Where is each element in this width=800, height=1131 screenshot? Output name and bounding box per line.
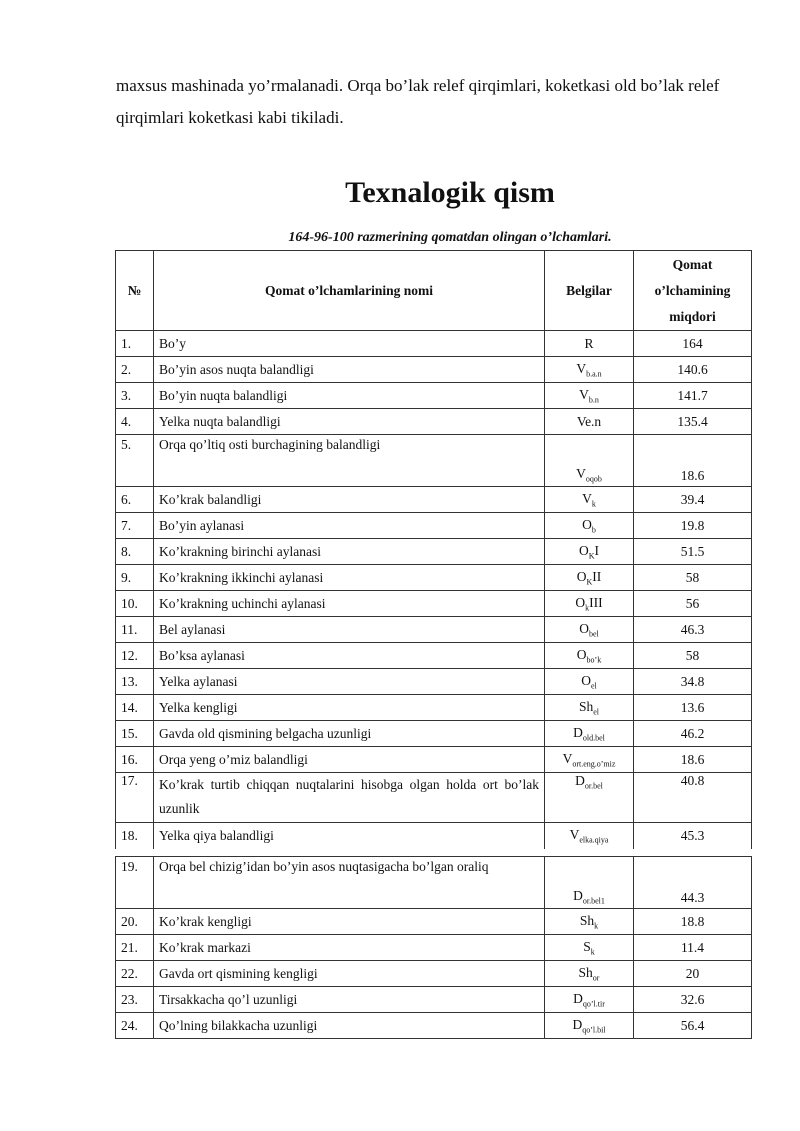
measurement-symbol <box>545 747 634 773</box>
symbol-base: O <box>578 542 589 558</box>
row-number: 4. <box>116 409 154 435</box>
measurement-value: 56.4 <box>634 1013 752 1039</box>
symbol-subscript: oqob <box>585 475 602 484</box>
symbol-base: V <box>576 466 586 482</box>
intro-paragraph: maxsus mashinada yo’rmalanadi. Orqa bo’lak relef qirqimlari, koketkasi old bo’lak relef qirqimlari koketkasi kabi tikiladi. <box>116 76 720 127</box>
row-number: 15. <box>116 721 154 747</box>
symbol-subscript: bo’k <box>586 655 602 665</box>
measurement-symbol <box>545 617 634 643</box>
table-row <box>116 513 752 539</box>
row-number: 22. <box>116 961 154 987</box>
symbol-subscript: qo’l.tir <box>582 999 605 1009</box>
symbol-subscript: b <box>591 525 596 535</box>
measurement-value: 44.3 <box>634 857 752 909</box>
symbol-base: Sh <box>578 698 594 714</box>
measurement-name: Qo’lning bilakkacha uzunligi <box>154 1013 545 1039</box>
measurement-value: 13.6 <box>634 695 752 721</box>
table-row <box>116 857 752 909</box>
measurement-symbol <box>545 669 634 695</box>
symbol-subscript: K <box>588 551 595 561</box>
symbol-subscript: k <box>590 947 595 957</box>
measurement-symbol <box>545 383 634 409</box>
row-number: 21. <box>116 935 154 961</box>
row-number: 9. <box>116 565 154 591</box>
measurement-name: Ko’krakning birinchi aylanasi <box>154 539 545 565</box>
measurement-symbol <box>545 857 634 909</box>
row-number: 23. <box>116 987 154 1013</box>
table-row <box>116 617 752 643</box>
row-number: 18. <box>116 823 154 849</box>
table-row <box>116 961 752 987</box>
symbol-subscript: k <box>591 499 596 509</box>
measurement-value: 18.6 <box>634 747 752 773</box>
header-value: Qomat o’lchamining miqdori <box>634 251 752 331</box>
measurement-value: 51.5 <box>634 539 752 565</box>
row-number: 7. <box>116 513 154 539</box>
symbol-subscript: k <box>585 603 590 613</box>
row-number: 19. <box>116 857 154 909</box>
symbol-base: O <box>582 516 592 532</box>
measurement-value: 56 <box>634 591 752 617</box>
section-title: Texnalogik qism <box>345 176 555 209</box>
symbol-subscript: el <box>590 681 597 691</box>
table-row <box>116 409 752 435</box>
symbol-base: O <box>581 672 591 688</box>
measurement-value: 40.8 <box>634 773 752 823</box>
symbol-subscript: elka.qiya <box>579 835 609 845</box>
row-number: 6. <box>116 487 154 513</box>
measurement-symbol <box>545 487 634 513</box>
table-row <box>116 721 752 747</box>
symbol-base: D <box>572 1016 583 1032</box>
measurement-value: 141.7 <box>634 383 752 409</box>
measurement-symbol <box>545 987 634 1013</box>
row-number: 8. <box>116 539 154 565</box>
measurement-symbol <box>545 823 634 849</box>
measurement-value: 18.6 <box>634 435 752 487</box>
measurement-value: 58 <box>634 565 752 591</box>
measurement-name: Tirsakkacha qo’l uzunligi <box>154 987 545 1013</box>
measurement-name: Ko’krak kengligi <box>154 909 545 935</box>
table-row <box>116 539 752 565</box>
measurement-name: Yelka kengligi <box>154 695 545 721</box>
measurement-name: Gavda old qismining belgacha uzunligi <box>154 721 545 747</box>
symbol-subscript: bel <box>588 629 599 639</box>
measurement-value: 39.4 <box>634 487 752 513</box>
measurement-symbol <box>545 331 634 357</box>
row-number: 1. <box>116 331 154 357</box>
measurement-name: Yelka qiya balandligi <box>154 823 545 849</box>
table-row <box>116 331 752 357</box>
measurement-name: Bo’ksa aylanasi <box>154 643 545 669</box>
measurements-table-part-2 <box>115 856 752 1039</box>
row-number: 11. <box>116 617 154 643</box>
table-row <box>116 565 752 591</box>
symbol-base: V <box>569 826 580 842</box>
table-row <box>116 643 752 669</box>
symbol-subscript: k <box>594 921 599 931</box>
table-caption: 164-96-100 razmerining qomatdan olingan o’lchamlari. <box>288 230 612 245</box>
row-number: 24. <box>116 1013 154 1039</box>
table-row <box>116 357 752 383</box>
symbol-subscript: el <box>593 707 600 717</box>
measurement-value: 34.8 <box>634 669 752 695</box>
measurement-symbol <box>545 435 634 487</box>
measurement-name: Ko’krakning uchinchi aylanasi <box>154 591 545 617</box>
measurement-symbol <box>545 591 634 617</box>
measurement-symbol <box>545 1013 634 1039</box>
symbol-base: D <box>573 724 583 740</box>
measurement-name: Bo’yin aylanasi <box>154 513 545 539</box>
measurements-table-part-1 <box>115 250 752 849</box>
measurement-symbol <box>545 409 634 435</box>
header-symbol: Belgilar <box>545 251 634 331</box>
symbol-subscript: b.a.n <box>586 369 602 379</box>
table-row <box>116 773 752 823</box>
table-row <box>116 823 752 849</box>
symbol-base: D <box>575 773 585 788</box>
measurement-symbol <box>545 513 634 539</box>
table-row <box>116 669 752 695</box>
measurement-name: Bel aylanasi <box>154 617 545 643</box>
row-number: 13. <box>116 669 154 695</box>
table-row <box>116 695 752 721</box>
measurement-name: Ko’krak balandligi <box>154 487 545 513</box>
measurement-name: Ko’krakning ikkinchi aylanasi <box>154 565 545 591</box>
measurement-value: 20 <box>634 961 752 987</box>
measurement-value: 11.4 <box>634 935 752 961</box>
symbol-suffix: I <box>594 542 600 558</box>
symbol-base: Sh <box>578 964 593 980</box>
symbol-base: D <box>573 888 583 904</box>
measurement-name: Yelka nuqta balandligi <box>154 409 545 435</box>
measurement-value: 19.8 <box>634 513 752 539</box>
row-number: 5. <box>116 435 154 487</box>
measurement-value: 18.8 <box>634 909 752 935</box>
measurement-value: 58 <box>634 643 752 669</box>
symbol-subscript: qo’l.bil <box>582 1025 606 1035</box>
measurement-value: 46.2 <box>634 721 752 747</box>
row-number: 2. <box>116 357 154 383</box>
measurement-value: 32.6 <box>634 987 752 1013</box>
symbol-base: O <box>579 620 589 636</box>
table-row <box>116 591 752 617</box>
measurement-symbol <box>545 909 634 935</box>
symbol-subscript: K <box>586 577 593 587</box>
table-row <box>116 987 752 1013</box>
measurement-name: Ko’krak markazi <box>154 935 545 961</box>
row-number: 10. <box>116 591 154 617</box>
measurement-name: Gavda ort qismining kengligi <box>154 961 545 987</box>
measurement-symbol <box>545 935 634 961</box>
measurement-symbol <box>545 695 634 721</box>
measurement-value: 135.4 <box>634 409 752 435</box>
row-number: 14. <box>116 695 154 721</box>
symbol-base: Sh <box>579 912 595 928</box>
measurement-value: 140.6 <box>634 357 752 383</box>
measurement-name: Orqa bel chizig’idan bo’yin asos nuqtasigacha bo’lgan oraliq <box>154 857 545 909</box>
row-number: 12. <box>116 643 154 669</box>
measurement-value: 46.3 <box>634 617 752 643</box>
measurement-symbol <box>545 643 634 669</box>
table-row <box>116 1013 752 1039</box>
measurement-name: Yelka aylanasi <box>154 669 545 695</box>
table-row <box>116 909 752 935</box>
table-row <box>116 487 752 513</box>
symbol-base: O <box>576 646 587 662</box>
symbol-base: V <box>579 386 589 402</box>
symbol-suffix: III <box>589 594 603 610</box>
measurement-name: Orqa qo’ltiq osti burchagining balandligi <box>154 435 545 487</box>
symbol-base: D <box>573 990 583 1006</box>
symbol-base: O <box>575 594 586 610</box>
measurement-name: Orqa yeng o’miz balandligi <box>154 747 545 773</box>
measurement-value: 164 <box>634 331 752 357</box>
symbol-base: V <box>562 750 573 766</box>
symbol-subscript: ort.eng.o’miz <box>572 759 616 769</box>
measurement-symbol <box>545 565 634 591</box>
measurement-name: Bo’yin nuqta balandligi <box>154 383 545 409</box>
table-row <box>116 383 752 409</box>
symbol-subscript: old.bel <box>582 733 605 743</box>
symbol-subscript: or <box>592 973 600 983</box>
symbol-base: S <box>583 938 591 954</box>
header-name: Qomat o’lchamlarining nomi <box>154 251 545 331</box>
symbol-base: V <box>576 360 587 376</box>
measurement-name: Ko’krak turtib chiqqan nuqtalarini hisobga olgan holda ort bo’lak uzunlik <box>154 773 545 823</box>
measurement-symbol <box>545 357 634 383</box>
table-row <box>116 435 752 487</box>
table-row <box>116 747 752 773</box>
symbol-base: V <box>582 490 592 506</box>
row-number: 20. <box>116 909 154 935</box>
symbol-subscript: or.bel <box>584 781 603 791</box>
symbol-subscript: b.n <box>588 395 599 405</box>
row-number: 17. <box>116 773 154 823</box>
row-number: 3. <box>116 383 154 409</box>
symbol-base: O <box>576 568 587 584</box>
symbol-base: Ve.n <box>576 413 602 429</box>
symbol-suffix: II <box>592 568 602 584</box>
measurement-symbol <box>545 773 634 823</box>
row-number: 16. <box>116 747 154 773</box>
measurement-symbol <box>545 539 634 565</box>
measurement-value: 45.3 <box>634 823 752 849</box>
measurement-name: Bo’y <box>154 331 545 357</box>
symbol-subscript: or.bel1 <box>582 897 605 906</box>
table-row <box>116 935 752 961</box>
measurement-symbol <box>545 721 634 747</box>
measurement-name: Bo’yin asos nuqta balandligi <box>154 357 545 383</box>
measurement-symbol <box>545 961 634 987</box>
header-number: № <box>116 251 154 331</box>
symbol-base: R <box>584 335 594 351</box>
